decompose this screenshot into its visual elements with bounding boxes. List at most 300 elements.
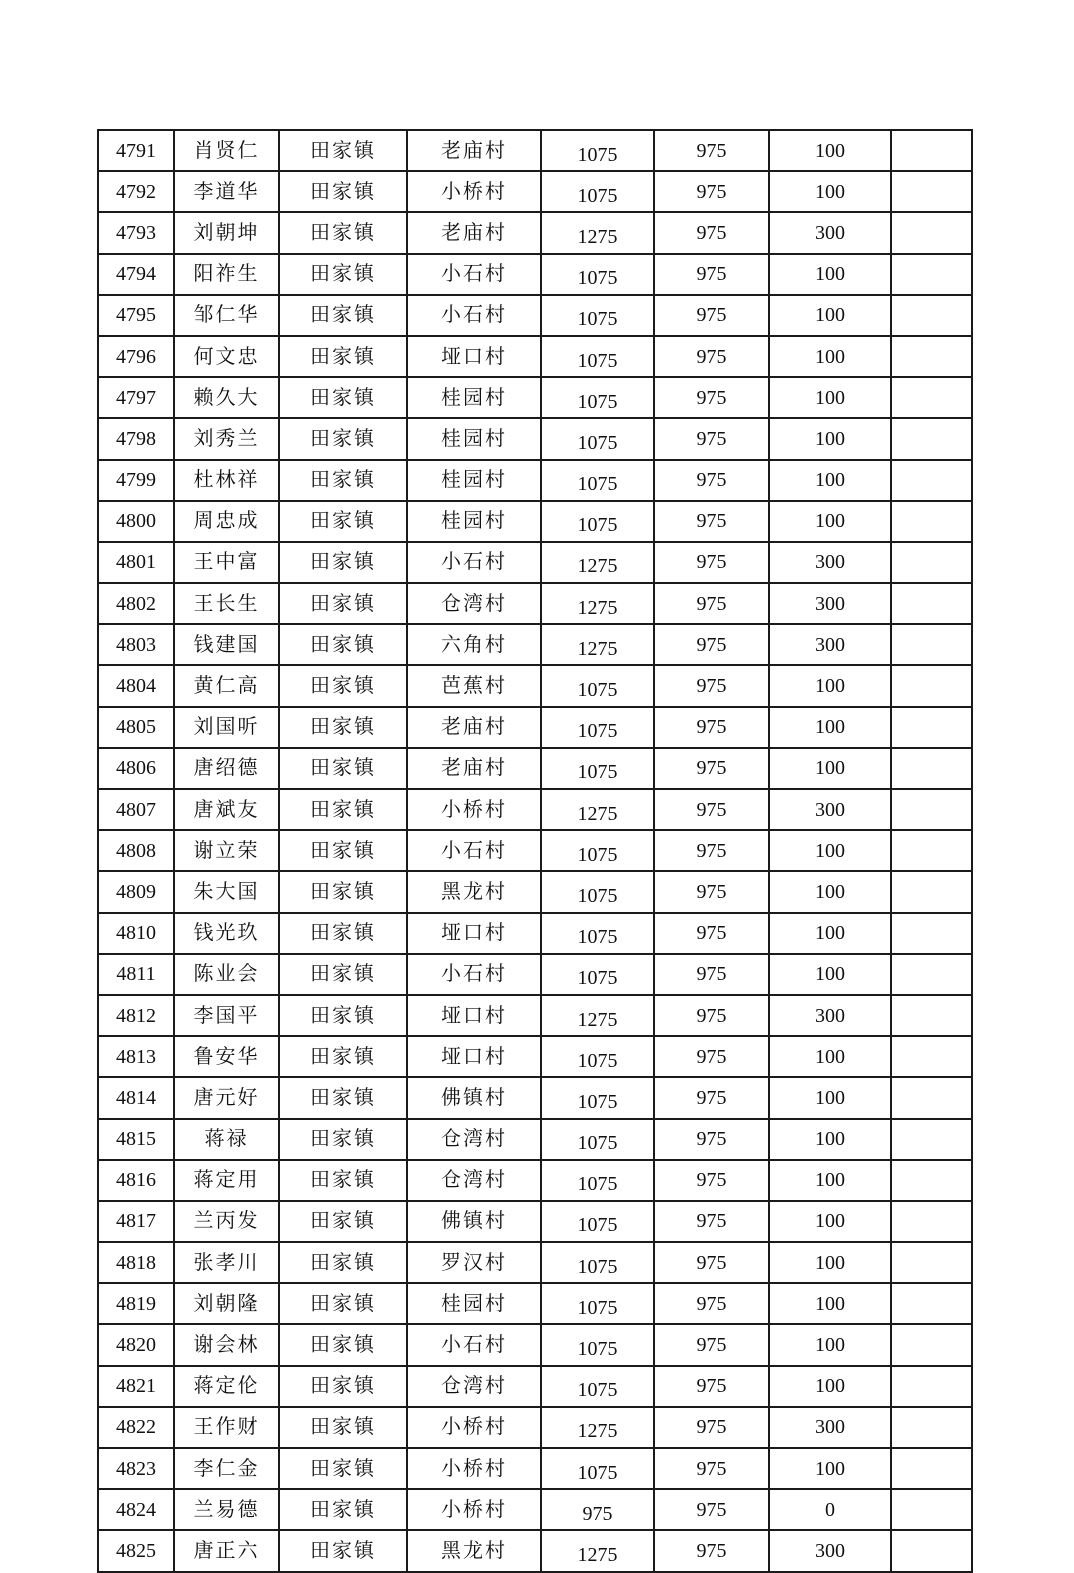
town-cell: 田家镇 xyxy=(279,1324,407,1365)
remarks-cell xyxy=(891,913,972,954)
name-cell: 黄仁高 xyxy=(174,665,279,706)
data-table xyxy=(97,129,973,1573)
name-cell: 刘国听 xyxy=(174,707,279,748)
town-cell: 田家镇 xyxy=(279,871,407,912)
town-cell: 田家镇 xyxy=(279,1448,407,1489)
table-row xyxy=(98,295,972,336)
amount-a-cell: 1075 xyxy=(541,1448,654,1489)
serial-number-cell: 4794 xyxy=(98,254,174,295)
amount-c-cell: 100 xyxy=(769,336,891,377)
amount-b-cell: 975 xyxy=(654,212,769,253)
village-cell: 仓湾村 xyxy=(407,1119,541,1160)
table-row xyxy=(98,254,972,295)
serial-number-cell: 4818 xyxy=(98,1242,174,1283)
table-row xyxy=(98,665,972,706)
serial-number-cell: 4822 xyxy=(98,1407,174,1448)
serial-number-cell: 4808 xyxy=(98,830,174,871)
village-cell: 芭蕉村 xyxy=(407,665,541,706)
village-cell: 桂园村 xyxy=(407,377,541,418)
name-cell: 王中富 xyxy=(174,542,279,583)
village-cell: 佛镇村 xyxy=(407,1201,541,1242)
village-cell: 垭口村 xyxy=(407,1036,541,1077)
amount-c-cell: 300 xyxy=(769,789,891,830)
amount-b-cell: 975 xyxy=(654,1283,769,1324)
town-cell: 田家镇 xyxy=(279,665,407,706)
amount-a-cell: 1075 xyxy=(541,501,654,542)
table-row xyxy=(98,1119,972,1160)
village-cell: 小石村 xyxy=(407,295,541,336)
remarks-cell xyxy=(891,171,972,212)
table-row xyxy=(98,1201,972,1242)
serial-number-cell: 4803 xyxy=(98,624,174,665)
table-row xyxy=(98,748,972,789)
amount-c-cell: 100 xyxy=(769,1201,891,1242)
amount-a-cell: 1075 xyxy=(541,295,654,336)
village-cell: 小桥村 xyxy=(407,789,541,830)
amount-c-cell: 100 xyxy=(769,1366,891,1407)
table-row xyxy=(98,1324,972,1365)
amount-b-cell: 975 xyxy=(654,665,769,706)
village-cell: 黑龙村 xyxy=(407,871,541,912)
remarks-cell xyxy=(891,1119,972,1160)
town-cell: 田家镇 xyxy=(279,130,407,171)
amount-b-cell: 975 xyxy=(654,913,769,954)
table-row xyxy=(98,336,972,377)
remarks-cell xyxy=(891,583,972,624)
amount-b-cell: 975 xyxy=(654,460,769,501)
remarks-cell xyxy=(891,1366,972,1407)
serial-number-cell: 4824 xyxy=(98,1489,174,1530)
village-cell: 老庙村 xyxy=(407,707,541,748)
name-cell: 蒋定伦 xyxy=(174,1366,279,1407)
table-row xyxy=(98,171,972,212)
amount-a-cell: 1075 xyxy=(541,1201,654,1242)
amount-c-cell: 100 xyxy=(769,460,891,501)
village-cell: 小石村 xyxy=(407,542,541,583)
amount-a-cell: 1075 xyxy=(541,830,654,871)
amount-c-cell: 100 xyxy=(769,748,891,789)
table-row xyxy=(98,1160,972,1201)
amount-c-cell: 100 xyxy=(769,1077,891,1118)
remarks-cell xyxy=(891,130,972,171)
name-cell: 李仁金 xyxy=(174,1448,279,1489)
town-cell: 田家镇 xyxy=(279,171,407,212)
serial-number-cell: 4791 xyxy=(98,130,174,171)
amount-c-cell: 300 xyxy=(769,1407,891,1448)
name-cell: 陈业会 xyxy=(174,954,279,995)
table-row xyxy=(98,1530,972,1571)
table-row xyxy=(98,501,972,542)
amount-b-cell: 975 xyxy=(654,707,769,748)
amount-c-cell: 100 xyxy=(769,954,891,995)
amount-c-cell: 100 xyxy=(769,1036,891,1077)
amount-a-cell: 1075 xyxy=(541,871,654,912)
amount-a-cell: 1075 xyxy=(541,1119,654,1160)
town-cell: 田家镇 xyxy=(279,913,407,954)
town-cell: 田家镇 xyxy=(279,1077,407,1118)
amount-a-cell: 1275 xyxy=(541,1530,654,1571)
amount-b-cell: 975 xyxy=(654,418,769,459)
town-cell: 田家镇 xyxy=(279,212,407,253)
table-row xyxy=(98,1366,972,1407)
serial-number-cell: 4799 xyxy=(98,460,174,501)
amount-c-cell: 100 xyxy=(769,1160,891,1201)
village-cell: 老庙村 xyxy=(407,748,541,789)
amount-b-cell: 975 xyxy=(654,954,769,995)
amount-b-cell: 975 xyxy=(654,254,769,295)
amount-b-cell: 975 xyxy=(654,336,769,377)
remarks-cell xyxy=(891,336,972,377)
amount-c-cell: 100 xyxy=(769,1283,891,1324)
amount-b-cell: 975 xyxy=(654,871,769,912)
name-cell: 王长生 xyxy=(174,583,279,624)
serial-number-cell: 4816 xyxy=(98,1160,174,1201)
table-row xyxy=(98,830,972,871)
name-cell: 王作财 xyxy=(174,1407,279,1448)
amount-b-cell: 975 xyxy=(654,830,769,871)
town-cell: 田家镇 xyxy=(279,336,407,377)
serial-number-cell: 4806 xyxy=(98,748,174,789)
amount-c-cell: 300 xyxy=(769,212,891,253)
town-cell: 田家镇 xyxy=(279,1283,407,1324)
amount-a-cell: 1075 xyxy=(541,130,654,171)
town-cell: 田家镇 xyxy=(279,748,407,789)
table-row xyxy=(98,707,972,748)
village-cell: 小石村 xyxy=(407,1324,541,1365)
name-cell: 钱建国 xyxy=(174,624,279,665)
amount-c-cell: 0 xyxy=(769,1489,891,1530)
name-cell: 李道华 xyxy=(174,171,279,212)
serial-number-cell: 4805 xyxy=(98,707,174,748)
amount-c-cell: 100 xyxy=(769,1119,891,1160)
serial-number-cell: 4800 xyxy=(98,501,174,542)
town-cell: 田家镇 xyxy=(279,789,407,830)
town-cell: 田家镇 xyxy=(279,624,407,665)
serial-number-cell: 4815 xyxy=(98,1119,174,1160)
remarks-cell xyxy=(891,789,972,830)
name-cell: 刘秀兰 xyxy=(174,418,279,459)
amount-a-cell: 1075 xyxy=(541,665,654,706)
town-cell: 田家镇 xyxy=(279,1160,407,1201)
table-row xyxy=(98,542,972,583)
remarks-cell xyxy=(891,1160,972,1201)
name-cell: 刘朝隆 xyxy=(174,1283,279,1324)
village-cell: 桂园村 xyxy=(407,418,541,459)
serial-number-cell: 4813 xyxy=(98,1036,174,1077)
amount-a-cell: 1075 xyxy=(541,377,654,418)
table-row xyxy=(98,995,972,1036)
remarks-cell xyxy=(891,954,972,995)
amount-c-cell: 100 xyxy=(769,1324,891,1365)
serial-number-cell: 4797 xyxy=(98,377,174,418)
amount-c-cell: 100 xyxy=(769,418,891,459)
name-cell: 邹仁华 xyxy=(174,295,279,336)
amount-a-cell: 1275 xyxy=(541,212,654,253)
amount-c-cell: 100 xyxy=(769,130,891,171)
amount-b-cell: 975 xyxy=(654,501,769,542)
name-cell: 唐正六 xyxy=(174,1530,279,1571)
amount-b-cell: 975 xyxy=(654,1160,769,1201)
amount-b-cell: 975 xyxy=(654,583,769,624)
amount-b-cell: 975 xyxy=(654,1324,769,1365)
name-cell: 唐斌友 xyxy=(174,789,279,830)
amount-b-cell: 975 xyxy=(654,995,769,1036)
town-cell: 田家镇 xyxy=(279,254,407,295)
table-body xyxy=(98,130,972,1572)
serial-number-cell: 4802 xyxy=(98,583,174,624)
amount-a-cell: 1275 xyxy=(541,624,654,665)
serial-number-cell: 4825 xyxy=(98,1530,174,1571)
amount-b-cell: 975 xyxy=(654,1530,769,1571)
name-cell: 杜林祥 xyxy=(174,460,279,501)
remarks-cell xyxy=(891,1448,972,1489)
remarks-cell xyxy=(891,748,972,789)
serial-number-cell: 4814 xyxy=(98,1077,174,1118)
name-cell: 唐绍德 xyxy=(174,748,279,789)
village-cell: 小桥村 xyxy=(407,1448,541,1489)
remarks-cell xyxy=(891,254,972,295)
remarks-cell xyxy=(891,995,972,1036)
table-row xyxy=(98,212,972,253)
name-cell: 朱大国 xyxy=(174,871,279,912)
amount-b-cell: 975 xyxy=(654,624,769,665)
serial-number-cell: 4817 xyxy=(98,1201,174,1242)
amount-a-cell: 1075 xyxy=(541,1160,654,1201)
town-cell: 田家镇 xyxy=(279,830,407,871)
table-row xyxy=(98,624,972,665)
remarks-cell xyxy=(891,1407,972,1448)
remarks-cell xyxy=(891,1530,972,1571)
name-cell: 谢会林 xyxy=(174,1324,279,1365)
amount-c-cell: 100 xyxy=(769,254,891,295)
amount-c-cell: 300 xyxy=(769,1530,891,1571)
village-cell: 桂园村 xyxy=(407,501,541,542)
amount-b-cell: 975 xyxy=(654,295,769,336)
amount-b-cell: 975 xyxy=(654,1366,769,1407)
serial-number-cell: 4821 xyxy=(98,1366,174,1407)
remarks-cell xyxy=(891,871,972,912)
town-cell: 田家镇 xyxy=(279,501,407,542)
amount-a-cell: 1275 xyxy=(541,1407,654,1448)
amount-a-cell: 1075 xyxy=(541,254,654,295)
serial-number-cell: 4811 xyxy=(98,954,174,995)
town-cell: 田家镇 xyxy=(279,460,407,501)
serial-number-cell: 4793 xyxy=(98,212,174,253)
amount-c-cell: 100 xyxy=(769,665,891,706)
amount-c-cell: 100 xyxy=(769,1448,891,1489)
serial-number-cell: 4804 xyxy=(98,665,174,706)
table-row xyxy=(98,377,972,418)
remarks-cell xyxy=(891,377,972,418)
serial-number-cell: 4792 xyxy=(98,171,174,212)
name-cell: 周忠成 xyxy=(174,501,279,542)
name-cell: 赖久大 xyxy=(174,377,279,418)
table-row xyxy=(98,1283,972,1324)
table-row xyxy=(98,913,972,954)
name-cell: 阳祚生 xyxy=(174,254,279,295)
village-cell: 小桥村 xyxy=(407,171,541,212)
table-row xyxy=(98,1242,972,1283)
name-cell: 张孝川 xyxy=(174,1242,279,1283)
table-row xyxy=(98,1448,972,1489)
amount-b-cell: 975 xyxy=(654,1036,769,1077)
amount-a-cell: 1075 xyxy=(541,1283,654,1324)
village-cell: 小桥村 xyxy=(407,1489,541,1530)
amount-a-cell: 1275 xyxy=(541,995,654,1036)
amount-c-cell: 100 xyxy=(769,871,891,912)
amount-c-cell: 100 xyxy=(769,1242,891,1283)
amount-a-cell: 1275 xyxy=(541,789,654,830)
remarks-cell xyxy=(891,1201,972,1242)
amount-a-cell: 1075 xyxy=(541,1324,654,1365)
name-cell: 蒋禄 xyxy=(174,1119,279,1160)
amount-c-cell: 300 xyxy=(769,624,891,665)
amount-b-cell: 975 xyxy=(654,1489,769,1530)
amount-b-cell: 975 xyxy=(654,1201,769,1242)
amount-b-cell: 975 xyxy=(654,1077,769,1118)
name-cell: 谢立荣 xyxy=(174,830,279,871)
amount-a-cell: 1075 xyxy=(541,171,654,212)
name-cell: 蒋定用 xyxy=(174,1160,279,1201)
amount-a-cell: 1075 xyxy=(541,1242,654,1283)
town-cell: 田家镇 xyxy=(279,295,407,336)
table-row xyxy=(98,1036,972,1077)
table-row xyxy=(98,583,972,624)
village-cell: 小石村 xyxy=(407,254,541,295)
village-cell: 老庙村 xyxy=(407,130,541,171)
town-cell: 田家镇 xyxy=(279,1119,407,1160)
town-cell: 田家镇 xyxy=(279,377,407,418)
village-cell: 小石村 xyxy=(407,954,541,995)
table-row xyxy=(98,130,972,171)
amount-b-cell: 975 xyxy=(654,1448,769,1489)
remarks-cell xyxy=(891,1077,972,1118)
remarks-cell xyxy=(891,665,972,706)
town-cell: 田家镇 xyxy=(279,1242,407,1283)
table-row xyxy=(98,871,972,912)
serial-number-cell: 4812 xyxy=(98,995,174,1036)
amount-b-cell: 975 xyxy=(654,1242,769,1283)
amount-a-cell: 1075 xyxy=(541,954,654,995)
village-cell: 小石村 xyxy=(407,830,541,871)
table-row xyxy=(98,1489,972,1530)
remarks-cell xyxy=(891,1036,972,1077)
remarks-cell xyxy=(891,1324,972,1365)
village-cell: 六角村 xyxy=(407,624,541,665)
remarks-cell xyxy=(891,624,972,665)
serial-number-cell: 4809 xyxy=(98,871,174,912)
name-cell: 肖贤仁 xyxy=(174,130,279,171)
amount-a-cell: 1075 xyxy=(541,1036,654,1077)
amount-b-cell: 975 xyxy=(654,377,769,418)
name-cell: 兰易德 xyxy=(174,1489,279,1530)
village-cell: 仓湾村 xyxy=(407,1160,541,1201)
amount-c-cell: 100 xyxy=(769,377,891,418)
name-cell: 鲁安华 xyxy=(174,1036,279,1077)
amount-b-cell: 975 xyxy=(654,1407,769,1448)
amount-a-cell: 1275 xyxy=(541,583,654,624)
amount-c-cell: 100 xyxy=(769,295,891,336)
name-cell: 刘朝坤 xyxy=(174,212,279,253)
village-cell: 垭口村 xyxy=(407,995,541,1036)
name-cell: 兰丙发 xyxy=(174,1201,279,1242)
town-cell: 田家镇 xyxy=(279,418,407,459)
table-row xyxy=(98,954,972,995)
amount-a-cell: 1075 xyxy=(541,460,654,501)
amount-a-cell: 1275 xyxy=(541,542,654,583)
remarks-cell xyxy=(891,501,972,542)
serial-number-cell: 4823 xyxy=(98,1448,174,1489)
amount-a-cell: 1075 xyxy=(541,913,654,954)
town-cell: 田家镇 xyxy=(279,583,407,624)
amount-c-cell: 100 xyxy=(769,913,891,954)
amount-c-cell: 100 xyxy=(769,830,891,871)
village-cell: 仓湾村 xyxy=(407,583,541,624)
village-cell: 垭口村 xyxy=(407,336,541,377)
town-cell: 田家镇 xyxy=(279,707,407,748)
town-cell: 田家镇 xyxy=(279,1489,407,1530)
town-cell: 田家镇 xyxy=(279,1407,407,1448)
village-cell: 佛镇村 xyxy=(407,1077,541,1118)
town-cell: 田家镇 xyxy=(279,542,407,583)
town-cell: 田家镇 xyxy=(279,1201,407,1242)
remarks-cell xyxy=(891,1242,972,1283)
remarks-cell xyxy=(891,830,972,871)
village-cell: 老庙村 xyxy=(407,212,541,253)
name-cell: 何文忠 xyxy=(174,336,279,377)
remarks-cell xyxy=(891,460,972,501)
serial-number-cell: 4795 xyxy=(98,295,174,336)
village-cell: 黑龙村 xyxy=(407,1530,541,1571)
amount-a-cell: 1075 xyxy=(541,336,654,377)
amount-c-cell: 300 xyxy=(769,583,891,624)
village-cell: 小桥村 xyxy=(407,1407,541,1448)
table-row xyxy=(98,418,972,459)
town-cell: 田家镇 xyxy=(279,1530,407,1571)
serial-number-cell: 4798 xyxy=(98,418,174,459)
town-cell: 田家镇 xyxy=(279,954,407,995)
amount-b-cell: 975 xyxy=(654,130,769,171)
table-row xyxy=(98,460,972,501)
amount-c-cell: 300 xyxy=(769,995,891,1036)
serial-number-cell: 4807 xyxy=(98,789,174,830)
town-cell: 田家镇 xyxy=(279,1366,407,1407)
remarks-cell xyxy=(891,542,972,583)
village-cell: 桂园村 xyxy=(407,1283,541,1324)
town-cell: 田家镇 xyxy=(279,995,407,1036)
town-cell: 田家镇 xyxy=(279,1036,407,1077)
name-cell: 钱光玖 xyxy=(174,913,279,954)
table-row xyxy=(98,1407,972,1448)
remarks-cell xyxy=(891,707,972,748)
amount-b-cell: 975 xyxy=(654,789,769,830)
amount-c-cell: 300 xyxy=(769,542,891,583)
serial-number-cell: 4819 xyxy=(98,1283,174,1324)
table-row xyxy=(98,789,972,830)
remarks-cell xyxy=(891,1489,972,1530)
remarks-cell xyxy=(891,1283,972,1324)
remarks-cell xyxy=(891,295,972,336)
village-cell: 仓湾村 xyxy=(407,1366,541,1407)
amount-c-cell: 100 xyxy=(769,171,891,212)
amount-a-cell: 975 xyxy=(541,1489,654,1530)
amount-a-cell: 1075 xyxy=(541,1077,654,1118)
serial-number-cell: 4796 xyxy=(98,336,174,377)
remarks-cell xyxy=(891,212,972,253)
village-cell: 罗汉村 xyxy=(407,1242,541,1283)
village-cell: 桂园村 xyxy=(407,460,541,501)
village-cell: 垭口村 xyxy=(407,913,541,954)
